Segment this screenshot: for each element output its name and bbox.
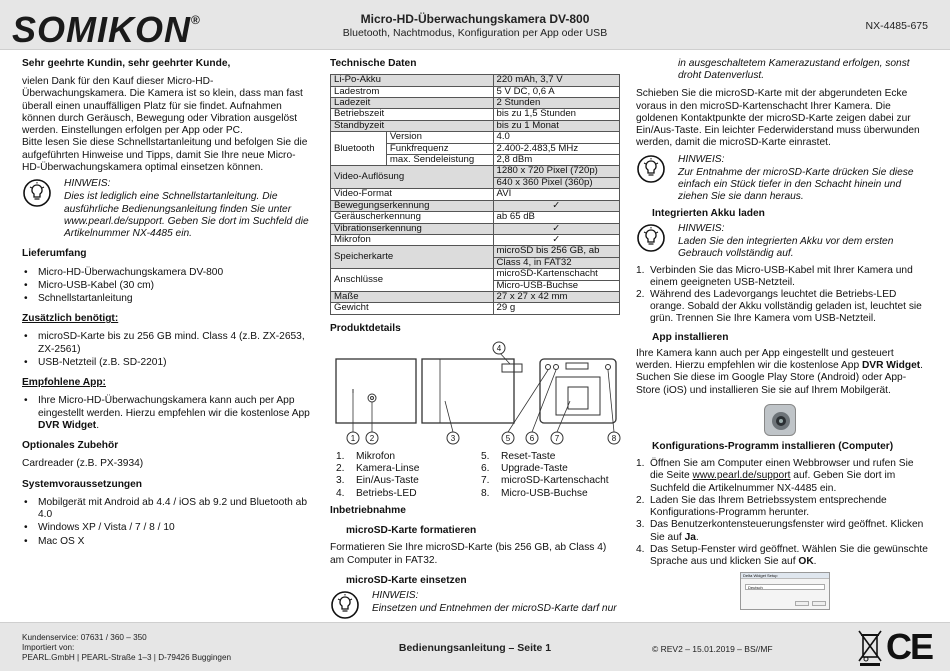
callout-label: 2 — [369, 434, 375, 443]
list-item: • Micro-HD-Überwachungskamera DV-800 — [22, 267, 310, 279]
section-akku: Integrierten Akku laden — [652, 207, 765, 219]
insert-text: Schieben Sie die microSD-Karte mit der abgerundeten Ecke voraus in den microSD-Kartenschacht Ihrer Kamera. Die goldenen Kontaktpunkte der microSD-Karte zeigen dabei zur Ein/Aus-Taste. Ein leichter Federwiderstand muss überwunden werden, damit die microSD-Karte einrastet. — [636, 88, 920, 149]
hint-text: Einsetzen und Entnehmen der microSD-Karte darf nur — [372, 603, 617, 615]
table-row: Li-Po-Akku 220 mAh, 3,7 V — [331, 75, 620, 86]
list-item: • Ihre Micro-HD-Überwachungskamera kann auch per App eingestellt werden. Hierzu empfehlen wir die kostenlose App DVR Widget. — [22, 395, 310, 432]
legend-item: 6. Upgrade-Taste — [481, 463, 568, 475]
section-app-install: App installieren — [652, 331, 729, 343]
support-link[interactable]: www.pearl.de/support — [692, 470, 791, 482]
section-tech: Technische Daten — [330, 58, 417, 69]
hint-box — [636, 154, 928, 204]
table-row: Geräuscherkennung ab 65 dB — [331, 212, 620, 223]
callout-label: 4 — [496, 344, 502, 353]
app-text: Ihre Kamera kann auch per App eingestellt und gesteuert werden. Hierzu empfehlen wir die kostenlose App DVR Widget. Suchen Sie diese im Google Play Store (Android) oder App-Store (iOS) und installieren Sie sie auf Ihrem Mobilgerät. — [636, 347, 923, 396]
table-row: Maße 27 x 27 x 42 mm — [331, 291, 620, 302]
brand-logo: SOMIKON® — [12, 9, 201, 50]
weee-bin-icon — [858, 629, 882, 667]
hint-title: HINWEIS: — [678, 222, 725, 234]
hint-box — [636, 223, 928, 261]
article-number: NX-4485-675 — [865, 20, 928, 32]
hint-text: Laden Sie den integrierten Akku vor dem ersten Gebrauch vollständig auf. — [678, 236, 894, 260]
table-row: Video-Auflösung 1280 x 720 Pixel (720p) — [331, 166, 620, 177]
callout-label: 3 — [450, 434, 456, 443]
system-list — [22, 497, 310, 548]
language-select: Deutsch — [745, 584, 825, 590]
table-row: Gewicht 29 g — [331, 303, 620, 314]
legend-item: 3. Ein/Aus-Taste — [336, 475, 419, 487]
akku-steps — [636, 265, 928, 326]
lightbulb-icon — [330, 590, 364, 620]
page-header — [0, 0, 950, 50]
table-row: Class 4, in FAT32 — [331, 257, 620, 268]
list-item: • microSD-Karte bis zu 256 GB mind. Class 4 (z.B. ZX-2653, ZX-2561) — [22, 331, 310, 355]
table-row: Standbyzeit bis zu 1 Monat — [331, 120, 620, 131]
intro-paragraph-2: Bitte lesen Sie diese Schnellstartanleitung und befolgen Sie die aufgeführten Hinweise und Tipps, damit Sie Ihre neue Micro-HD-Überwachungskamera optimal einsetzen können. — [22, 137, 308, 173]
window-title: Delta Widget Setup — [741, 573, 829, 579]
hint-text: Dies ist lediglich eine Schnellstartanleitung. Die ausführliche Bedienungsanleitung finden Sie unter www.pearl.de/support. Geben Sie dort im Suchfeld die Artikelnummer NX-4485 ein. — [64, 191, 309, 240]
legend-item: 4. Betriebs-LED — [336, 487, 417, 499]
table-row: Micro-USB-Buchse — [331, 280, 620, 291]
lieferumfang-list — [22, 267, 310, 306]
setup-window-screenshot — [740, 572, 830, 610]
list-item: 2. Während des Ladevorgangs leuchtet die Betriebs-LED orange. Sobald der Akku vollständig geladen ist, leuchtet sie grün. Trennen Sie Ihre Kamera vom USB-Netzteil. — [636, 288, 922, 325]
callout-label: 7 — [554, 434, 560, 443]
table-row: Bluetooth Version 4.0 — [331, 132, 620, 143]
table-row: Vibrationserkennung ✓ — [331, 223, 620, 234]
section-inbetriebnahme: Inbetriebnahme — [330, 504, 406, 516]
section-formatieren: microSD-Karte formatieren — [346, 525, 477, 537]
section-zubehoer: Optionales Zubehör — [22, 440, 119, 452]
legend-item: 8. Micro-USB-Buchse — [481, 487, 588, 499]
lightbulb-icon — [636, 154, 670, 184]
product-diagram — [330, 341, 622, 447]
ce-mark: CE — [886, 626, 933, 667]
list-item: 4. Das Setup-Fenster wird geöffnet. Wählen Sie die gewünschte Sprache aus und klicken Sie auf OK. — [636, 543, 928, 567]
table-row: Video-Format AVI — [331, 189, 620, 200]
list-item: • USB-Netzteil (z.B. SD-2201) — [22, 357, 310, 369]
hint-title: HINWEIS: — [372, 590, 419, 602]
section-system: Systemvoraussetzungen — [22, 478, 143, 490]
list-item: • Windows XP / Vista / 7 / 8 / 10 — [22, 522, 310, 534]
legend-item: 1. Mikrofon — [336, 451, 396, 462]
section-app: Empfohlene App: — [22, 377, 106, 389]
intro-paragraph: vielen Dank für den Kauf dieser Micro-HD-Überwachungskamera. Die Kamera ist so klein, dass man fast überall einen unauffälligen Platz für sie findet. Aufnahmen können durch Geräusch, Bewegung oder Vibration ausgelöst werden. Einstellungen erfolgen per App oder PC. — [22, 76, 303, 137]
table-row: Ladestrom 5 V DC, 0,6 A — [331, 86, 620, 97]
zubehoer-text: Cardreader (z.B. PX-3934) — [22, 458, 144, 470]
page-footer — [0, 622, 950, 671]
list-item: • Mac OS X — [22, 536, 310, 548]
table-row: 640 x 360 Pixel (360p) — [331, 177, 620, 188]
table-row: Mikrofon ✓ — [331, 234, 620, 245]
footer-contact: Kundenservice: 07631 / 360 – 350 Importiert von: PEARL.GmbH | PEARL-Straße 1–3 | D-79426 Buggingen — [22, 633, 232, 662]
document-subtitle: Bluetooth, Nachtmodus, Konfiguration per App oder USB — [342, 27, 608, 39]
list-item: 1. Verbinden Sie das Micro-USB-Kabel mit Ihrer Kamera und einem geeigneten USB-Netzteil. — [636, 264, 913, 288]
hint-text: Zur Entnahme der microSD-Karte drücken Sie diese einfach ein Stück tiefer in den Schacht hinein und ziehen Sie sie dann heraus. — [678, 166, 914, 203]
section-zusaetzlich: Zusätzlich benötigt: — [22, 313, 119, 325]
list-item: • Schnellstartanleitung — [22, 293, 310, 305]
list-item: 3. Das Benutzerkontensteuerungsfenster wird geöffnet. Klicken Sie auf Ja. — [636, 519, 924, 543]
callout-label: 8 — [611, 434, 617, 443]
section-konfig: Konfigurations-Programm installieren (Computer) — [652, 440, 894, 452]
konfig-steps — [636, 458, 928, 568]
spec-table — [330, 74, 620, 315]
table-row: Ladezeit 2 Stunden — [331, 98, 620, 109]
column-right — [636, 56, 928, 610]
format-text: Formatieren Sie Ihre microSD-Karte (bis 256 GB, ab Class 4) am Computer in FAT32. — [330, 542, 607, 566]
table-row: Betriebszeit bis zu 1,5 Stunden — [331, 109, 620, 120]
zusaetzlich-list — [22, 331, 310, 369]
app-list — [22, 395, 310, 432]
list-item: • Micro-USB-Kabel (30 cm) — [22, 280, 310, 292]
column-left — [22, 56, 310, 549]
table-row: max. Sendeleistung 2,8 dBm — [331, 155, 620, 166]
parts-legend — [330, 451, 622, 500]
footer-revision: © REV2 – 15.01.2019 – BS//MF — [652, 644, 773, 654]
table-row: Anschlüsse microSD-Kartenschacht — [331, 269, 620, 280]
legend-item: 2. Kamera-Linse — [336, 463, 420, 475]
table-row: Funkfrequenz 2.400-2.483,5 MHz — [331, 143, 620, 154]
list-item: 1. Öffnen Sie am Computer einen Webbrowser und rufen Sie die Seite www.pearl.de/support auf. Geben Sie dort im Suchfeld die Artikelnummer NX-4485 ein. — [636, 458, 914, 494]
list-item: • Mobilgerät mit Android ab 4.4 / iOS ab 9.2 und Bluetooth ab 4.0 — [22, 497, 310, 521]
callout-label: 1 — [350, 434, 356, 443]
callout-label: 6 — [529, 434, 535, 443]
app-icon — [764, 404, 796, 436]
section-einsetzen: microSD-Karte einsetzen — [346, 574, 467, 586]
table-row: Bewegungserkennung ✓ — [331, 200, 620, 211]
hint-title: HINWEIS: — [64, 178, 111, 190]
section-lieferumfang: Lieferumfang — [22, 248, 87, 260]
list-item: 2. Laden Sie das Ihrem Betriebssystem entsprechende Konfigurations-Programm herunter. — [636, 494, 887, 519]
footer-page-label: Bedienungsanleitung – Seite 1 — [398, 642, 552, 654]
hint-continuation: in ausgeschaltetem Kamerazustand erfolgen, sonst droht Datenverlust. — [678, 58, 910, 82]
greeting: Sehr geehrte Kundin, sehr geehrter Kunde, — [22, 58, 231, 69]
document-title: Micro-HD-Überwachungskamera DV-800 — [360, 12, 590, 26]
section-produkt: Produktdetails — [330, 322, 401, 334]
hint-box — [22, 178, 310, 240]
legend-item: 5. Reset-Taste — [481, 451, 556, 462]
legend-item: 7. microSD-Kartenschacht — [481, 475, 609, 487]
callout-label: 5 — [505, 434, 511, 443]
column-middle — [330, 56, 622, 624]
hint-box — [330, 590, 622, 620]
lightbulb-icon — [22, 178, 56, 208]
table-row: Speicherkarte microSD bis 256 GB, ab — [331, 246, 620, 257]
lightbulb-icon — [636, 223, 670, 253]
hint-title: HINWEIS: — [678, 153, 725, 165]
